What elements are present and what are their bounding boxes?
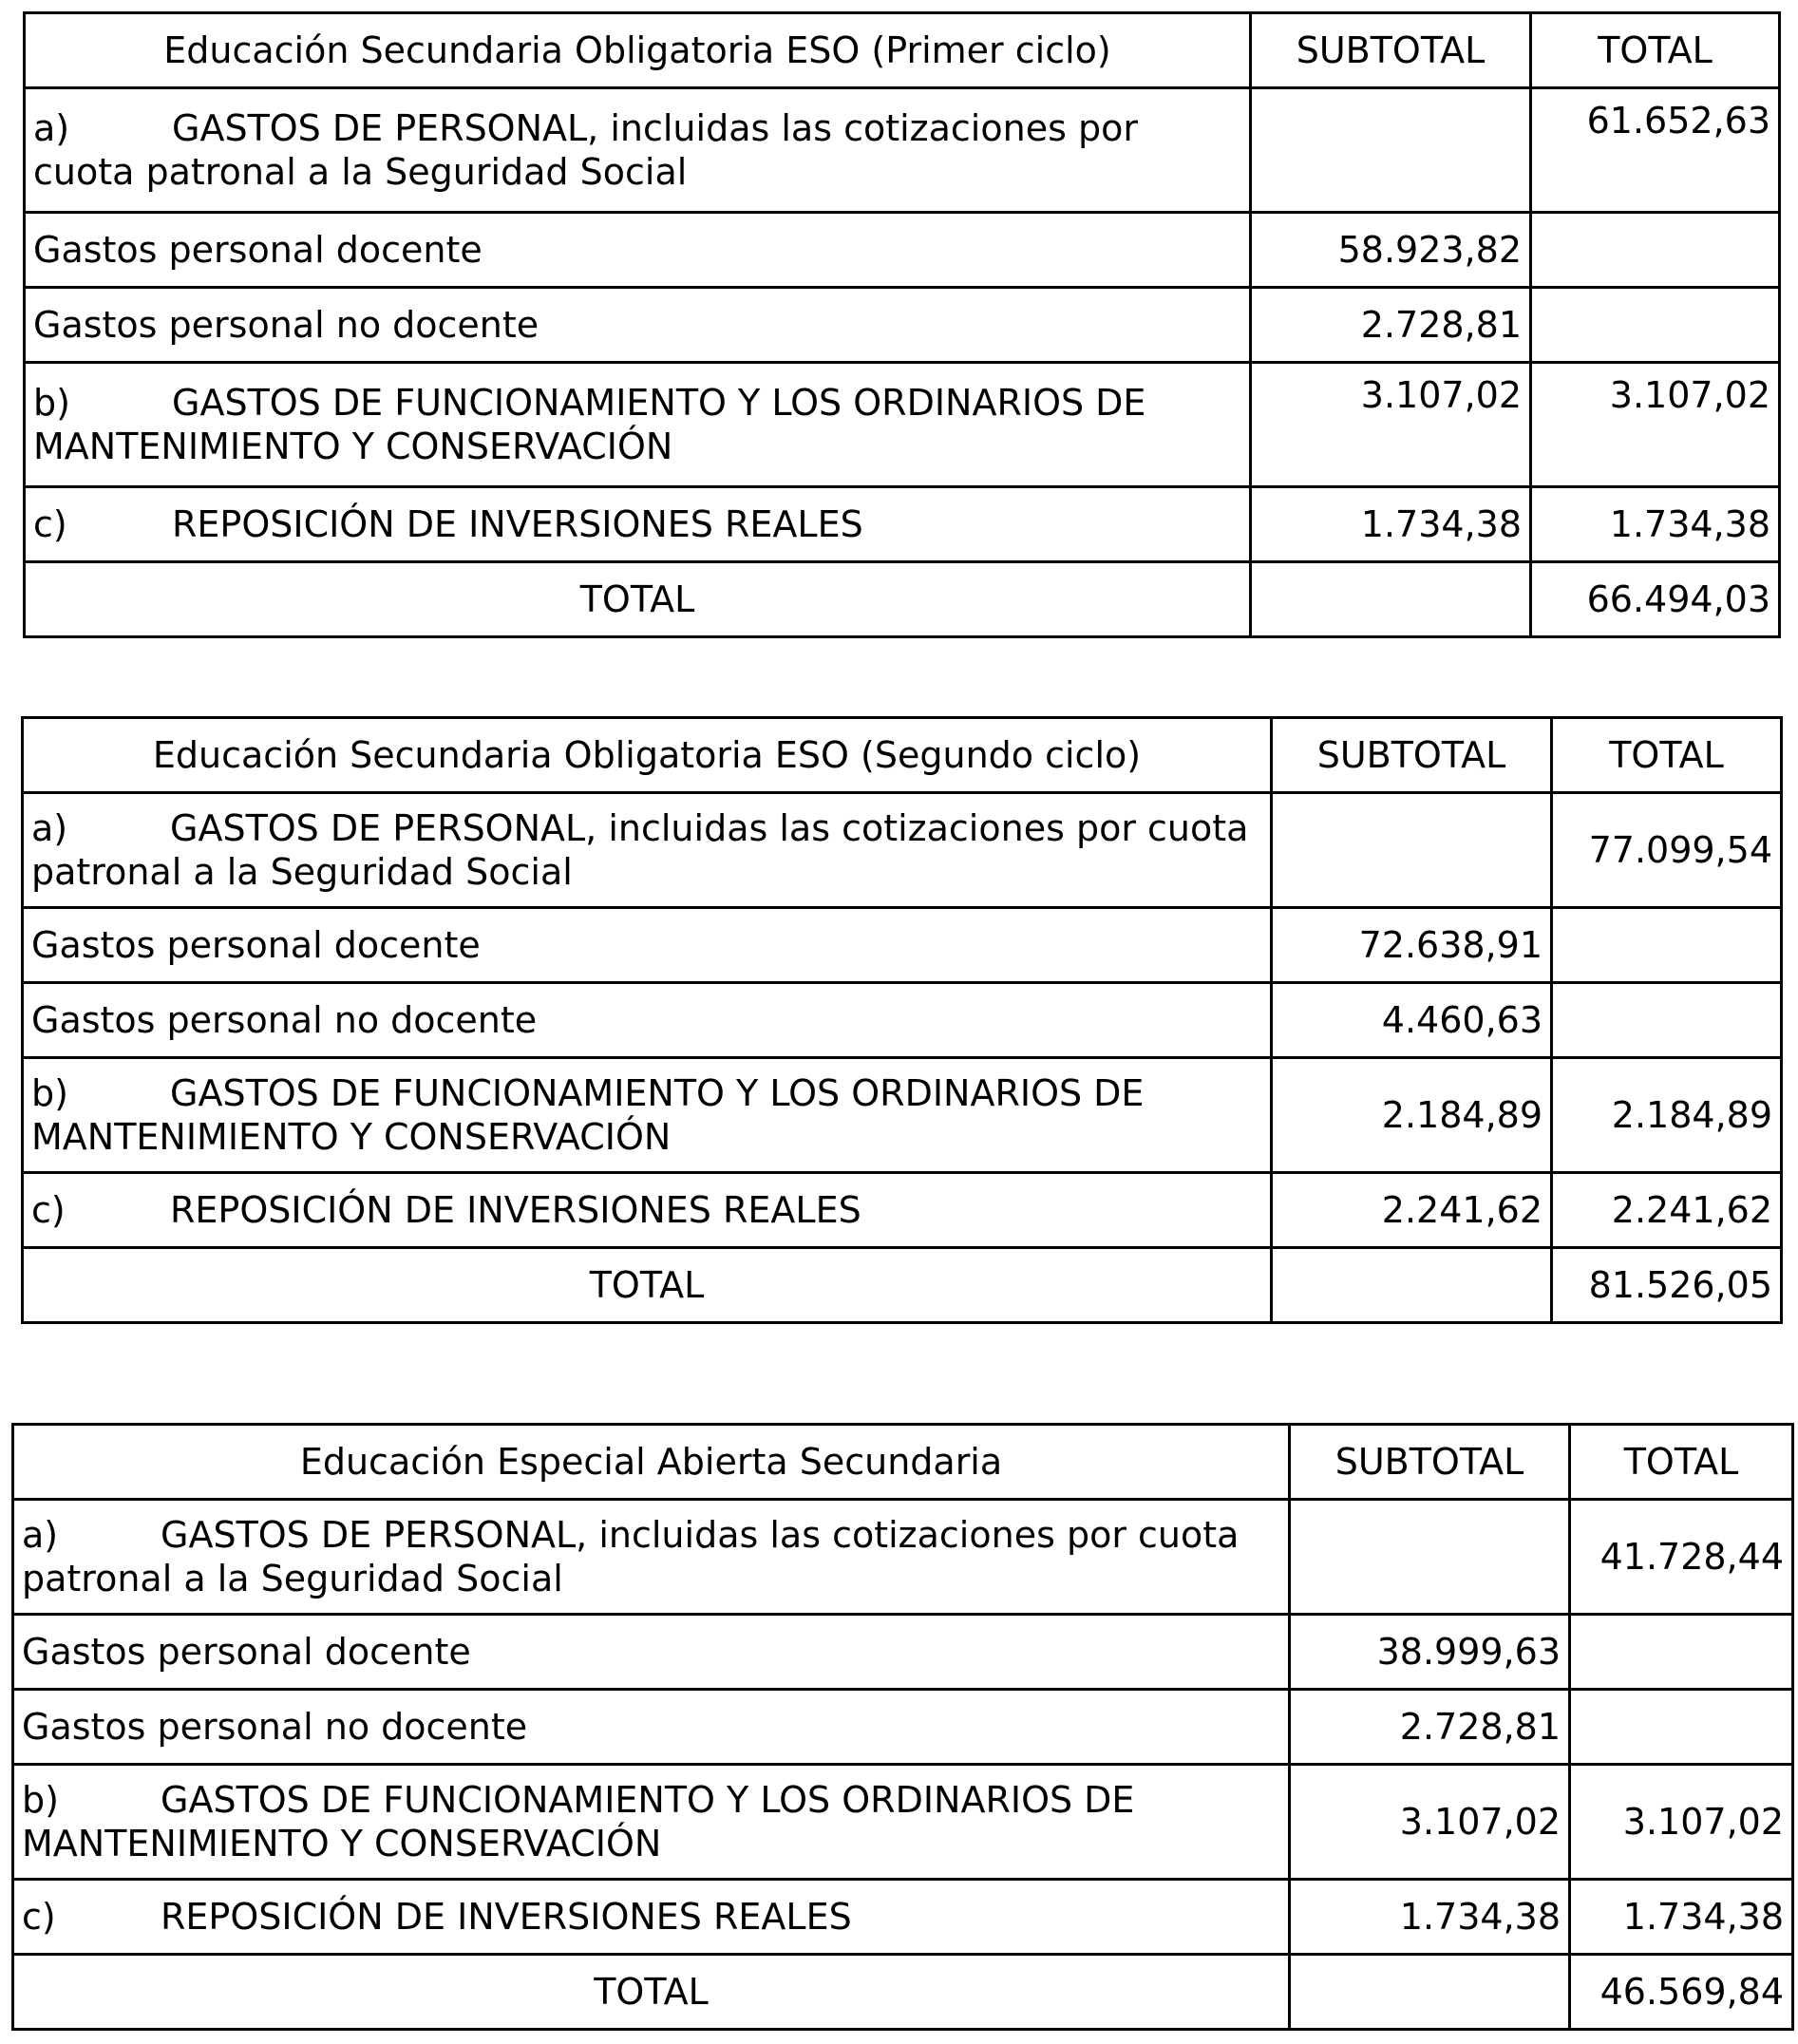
table-row-personal-docente xyxy=(13,1615,1793,1690)
subtotal-cell: 1.734,38 xyxy=(1290,1880,1570,1955)
concept-cell xyxy=(25,487,1251,562)
item-text: GASTOS DE FUNCIONAMIENTO Y LOS ORDINARIOS DE xyxy=(161,1779,1135,1821)
total-cell: 2.241,62 xyxy=(1552,1173,1782,1248)
subtotal-cell: 38.999,63 xyxy=(1290,1615,1570,1690)
total-cell: 1.734,38 xyxy=(1570,1880,1793,1955)
total-cell xyxy=(1552,908,1782,983)
table-title: Educación Secundaria Obligatoria ESO (Primer ciclo) xyxy=(25,13,1251,88)
table-header-row xyxy=(13,1425,1793,1500)
subtotal-cell: 4.460,63 xyxy=(1272,983,1552,1058)
total-cell: 3.107,02 xyxy=(1531,363,1780,487)
budget-table-eso-segundo-ciclo xyxy=(21,716,1783,1324)
item-text-continued: patronal a la Seguridad Social xyxy=(31,851,573,893)
subtotal-cell xyxy=(1290,1955,1570,2030)
item-text-continued: MANTENIMIENTO Y CONSERVACIÓN xyxy=(33,426,673,467)
table-header-row xyxy=(25,13,1780,88)
concept-cell: Gastos personal docente xyxy=(23,908,1272,983)
subtotal-cell: 3.107,02 xyxy=(1251,363,1531,487)
item-text: REPOSICIÓN DE INVERSIONES REALES xyxy=(172,503,863,545)
concept-cell: Gastos personal no docente xyxy=(23,983,1272,1058)
table-row-gastos-personal xyxy=(25,88,1780,213)
table-row-personal-docente xyxy=(25,213,1780,288)
table-row-reposicion-inversiones xyxy=(23,1173,1782,1248)
subtotal-column-header: SUBTOTAL xyxy=(1272,718,1552,793)
budget-table-eso-primer-ciclo xyxy=(23,11,1781,638)
concept-cell: Gastos personal docente xyxy=(13,1615,1290,1690)
subtotal-cell xyxy=(1290,1500,1570,1615)
budget-table-educacion-especial xyxy=(11,1423,1794,2031)
item-text: GASTOS DE PERSONAL, incluidas las cotizaciones por cuota xyxy=(170,807,1249,849)
total-cell xyxy=(1570,1615,1793,1690)
subtotal-cell: 3.107,02 xyxy=(1290,1765,1570,1880)
table-row-personal-no-docente xyxy=(23,983,1782,1058)
table-row-reposicion-inversiones xyxy=(13,1880,1793,1955)
subtotal-column-header: SUBTOTAL xyxy=(1251,13,1531,88)
subtotal-column-header: SUBTOTAL xyxy=(1290,1425,1570,1500)
item-label: a) xyxy=(31,807,68,849)
item-text: GASTOS DE FUNCIONAMIENTO Y LOS ORDINARIOS DE xyxy=(172,382,1146,424)
concept-cell xyxy=(13,1880,1290,1955)
table-title: Educación Secundaria Obligatoria ESO (Segundo ciclo) xyxy=(23,718,1272,793)
total-cell xyxy=(1531,213,1780,288)
subtotal-cell: 58.923,82 xyxy=(1251,213,1531,288)
grand-total-label: TOTAL xyxy=(25,562,1251,637)
subtotal-cell xyxy=(1272,793,1552,908)
item-text-continued: MANTENIMIENTO Y CONSERVACIÓN xyxy=(31,1116,672,1158)
total-cell: 77.099,54 xyxy=(1552,793,1782,908)
item-text: GASTOS DE FUNCIONAMIENTO Y LOS ORDINARIOS DE xyxy=(170,1072,1145,1114)
concept-cell xyxy=(23,1058,1272,1173)
table-row-personal-no-docente xyxy=(13,1690,1793,1765)
item-label: a) xyxy=(33,107,70,149)
subtotal-cell xyxy=(1272,1248,1552,1323)
table-row-gastos-funcionamiento xyxy=(25,363,1780,487)
concept-cell: Gastos personal docente xyxy=(25,213,1251,288)
subtotal-cell: 2.728,81 xyxy=(1290,1690,1570,1765)
subtotal-cell: 1.734,38 xyxy=(1251,487,1531,562)
total-cell xyxy=(1552,983,1782,1058)
table-row-personal-docente xyxy=(23,908,1782,983)
total-cell xyxy=(1570,1690,1793,1765)
concept-cell: Gastos personal no docente xyxy=(25,288,1251,363)
subtotal-cell: 2.241,62 xyxy=(1272,1173,1552,1248)
subtotal-cell: 2.728,81 xyxy=(1251,288,1531,363)
grand-total-value: 46.569,84 xyxy=(1570,1955,1793,2030)
item-text: GASTOS DE PERSONAL, incluidas las cotizaciones por xyxy=(172,107,1138,149)
subtotal-cell xyxy=(1251,88,1531,213)
subtotal-cell: 72.638,91 xyxy=(1272,908,1552,983)
total-cell xyxy=(1531,288,1780,363)
item-label: b) xyxy=(31,1072,68,1114)
total-column-header: TOTAL xyxy=(1570,1425,1793,1500)
item-text: GASTOS DE PERSONAL, incluidas las cotizaciones por cuota xyxy=(161,1514,1240,1556)
grand-total-label: TOTAL xyxy=(13,1955,1290,2030)
table-title: Educación Especial Abierta Secundaria xyxy=(13,1425,1290,1500)
total-cell: 1.734,38 xyxy=(1531,487,1780,562)
item-label: c) xyxy=(33,503,67,545)
concept-cell xyxy=(13,1500,1290,1615)
item-label: b) xyxy=(22,1779,59,1821)
item-text-continued: patronal a la Seguridad Social xyxy=(22,1558,563,1599)
table-row-gastos-funcionamiento xyxy=(13,1765,1793,1880)
table-row-gastos-personal xyxy=(13,1500,1793,1615)
grand-total-label: TOTAL xyxy=(23,1248,1272,1323)
total-cell: 2.184,89 xyxy=(1552,1058,1782,1173)
item-label: b) xyxy=(33,382,70,424)
table-row-gastos-funcionamiento xyxy=(23,1058,1782,1173)
concept-cell: Gastos personal no docente xyxy=(13,1690,1290,1765)
table-header-row xyxy=(23,718,1782,793)
concept-cell xyxy=(23,793,1272,908)
concept-cell xyxy=(23,1173,1272,1248)
total-column-header: TOTAL xyxy=(1552,718,1782,793)
item-text: REPOSICIÓN DE INVERSIONES REALES xyxy=(161,1896,852,1938)
item-label: a) xyxy=(22,1514,59,1556)
item-label: c) xyxy=(22,1896,56,1938)
item-label: c) xyxy=(31,1189,66,1231)
table-row-personal-no-docente xyxy=(25,288,1780,363)
subtotal-cell: 2.184,89 xyxy=(1272,1058,1552,1173)
grand-total-value: 66.494,03 xyxy=(1531,562,1780,637)
item-text-continued: MANTENIMIENTO Y CONSERVACIÓN xyxy=(22,1823,662,1864)
subtotal-cell xyxy=(1251,562,1531,637)
item-text-continued: cuota patronal a la Seguridad Social xyxy=(33,151,688,193)
table-row-reposicion-inversiones xyxy=(25,487,1780,562)
concept-cell xyxy=(25,88,1251,213)
concept-cell xyxy=(13,1765,1290,1880)
concept-cell xyxy=(25,363,1251,487)
total-column-header: TOTAL xyxy=(1531,13,1780,88)
item-text: REPOSICIÓN DE INVERSIONES REALES xyxy=(170,1189,861,1231)
grand-total-value: 81.526,05 xyxy=(1552,1248,1782,1323)
total-cell: 41.728,44 xyxy=(1570,1500,1793,1615)
table-row-grand-total xyxy=(25,562,1780,637)
total-cell: 61.652,63 xyxy=(1531,88,1780,213)
table-row-gastos-personal xyxy=(23,793,1782,908)
table-row-grand-total xyxy=(13,1955,1793,2030)
total-cell: 3.107,02 xyxy=(1570,1765,1793,1880)
table-row-grand-total xyxy=(23,1248,1782,1323)
